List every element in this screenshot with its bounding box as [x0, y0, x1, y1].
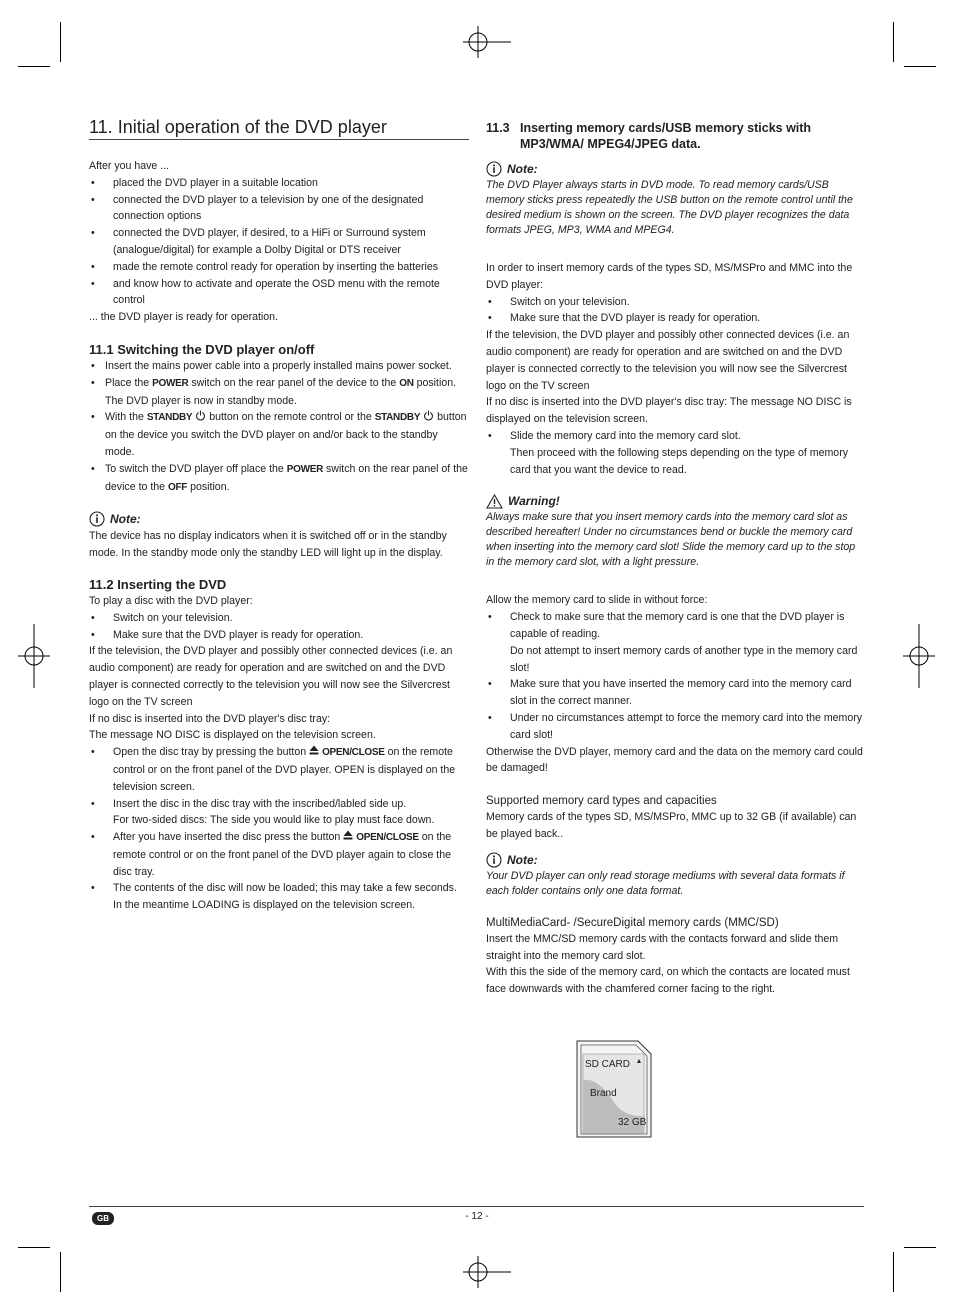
list-item: • Open the disc tray by pressing the button OPEN/CLOSE on the remote control or on the front panel of the DVD player. OPEN is displayed on the television screen. [89, 744, 469, 795]
subsection-title: MultiMediaCard- /SecureDigital memory cards (MMC/SD) [486, 916, 779, 929]
info-icon [486, 161, 502, 177]
dvd-prep-list [89, 610, 469, 644]
dvd-insert-list [89, 744, 469, 914]
power-icon [423, 410, 434, 421]
section-title: 11.3 Inserting memory cards/USB memory sticks with MP3/WMA/ MPEG4/JPEG data. [486, 121, 812, 151]
crop-mark [904, 66, 936, 67]
note-text: The DVD Player always starts in DVD mode. To read memory cards/USB memory sticks press repeatedly the USB button on the remote control until the desired medium is shown on the screen. The DVD player recognizes the data formats JPEG, MP3, WMA and MPEG4. [486, 179, 853, 236]
subsection-title: Supported memory card types and capacities [486, 795, 717, 808]
list-item-sub: In the meantime LOADING is displayed on the television screen. [113, 899, 416, 912]
list-item: • Make sure that the DVD player is ready for operation. [486, 310, 863, 327]
paragraph: With this the side of the memory card, on which the contacts are located must face downwards with the chamfered corner facing to the right. [486, 966, 850, 996]
note-heading: Note: [486, 160, 863, 178]
language-badge: GB [92, 1212, 114, 1225]
paragraph: If no disc is inserted into the DVD player's disc tray: The message NO DISC is displayed on the television screen. [486, 396, 852, 426]
list-item: • Make sure that you have inserted the memory card into the memory card slot in the correct manner. [486, 676, 863, 710]
sd-card-illustration [576, 1040, 652, 1138]
crop-mark [893, 1252, 894, 1292]
paragraph: Otherwise the DVD player, memory card and the data on the memory card could be damaged! [486, 745, 863, 775]
warning-icon [486, 494, 503, 509]
sd-card-capacity: 32 GB [618, 1117, 647, 1128]
power-icon [195, 410, 206, 421]
list-item: • Check to make sure that the memory card is one that the DVD player is capable of reading. Do not attempt to insert memory cards of another type in the memory card slot! [486, 609, 863, 676]
page-number: - 12 - [465, 1211, 489, 1222]
registration-mark-icon [463, 26, 511, 58]
force-list [486, 609, 863, 743]
note-heading: Note: [486, 851, 863, 869]
list-item: • After you have inserted the disc press the button OPEN/CLOSE on the remote control or on the front panel of the DVD player again to close the disc tray. [89, 829, 469, 880]
list-item: • connected the DVD player to a television by one of the designated connection options [89, 192, 469, 226]
warning-text: Always make sure that you insert memory cards into the memory card slot as described hereafter! Under no circumstances bend or buckle the memory card when inserting into the memory card slot! Slide the memory card up to the stop in the memory card slot, with a light pressure. [486, 511, 856, 569]
sd-card-label: SD CARD [585, 1059, 631, 1070]
paragraph: In order to insert memory cards of the types SD, MS/MSPro and MMC into the DVD player: [486, 262, 853, 291]
paragraph: The message NO DISC is displayed on the television screen. [89, 729, 376, 742]
list-item: • The contents of the disc will now be loaded; this may take a few seconds. In the meantime LOADING is displayed on the television screen. [89, 880, 469, 914]
list-item: • and know how to activate and operate the OSD menu with the remote control [89, 276, 469, 310]
crop-mark [18, 66, 50, 67]
crop-mark [904, 1247, 936, 1248]
right-column [486, 116, 863, 998]
list-item: • To switch the DVD player off place the POWER switch on the rear panel of the device to the OFF position. [89, 461, 469, 497]
list-item: • made the remote control ready for operation by inserting the batteries [89, 259, 469, 276]
switch-list [89, 358, 469, 496]
list-item: • placed the DVD player in a suitable location [89, 175, 469, 192]
list-item: • Switch on your television. [89, 610, 469, 627]
list-item-sub: Then proceed with the following steps depending on the type of memory card that you want the device to read. [510, 446, 849, 476]
paragraph: Memory cards of the types SD, MS/MSPro, MMC up to 32 GB (if available) can be played back.. [486, 811, 857, 840]
info-icon [486, 852, 502, 868]
eject-icon [343, 830, 353, 840]
section-title: 11.1 Switching the DVD player on/off [89, 341, 315, 357]
list-item-sub: Do not attempt to insert memory cards of another type in the memory card slot! [510, 644, 858, 674]
intro-list [89, 175, 469, 309]
card-prep-list [486, 294, 863, 328]
paragraph: If no disc is inserted into the DVD player's disc tray: [89, 712, 331, 725]
paragraph: To play a disc with the DVD player: [89, 594, 253, 607]
list-item: • With the STANDBY button on the remote control or the STANDBY button on the device you switch the DVD player on and/or back to the standby mode. [89, 409, 469, 460]
paragraph: Insert the MMC/SD memory cards with the contacts forward and slide them straight into the memory card slot. [486, 932, 839, 962]
registration-mark-icon [463, 1256, 511, 1288]
list-item: • Insert the mains power cable into a properly installed mains power socket. [89, 358, 469, 375]
registration-mark-icon [903, 624, 935, 688]
list-item: • Slide the memory card into the memory card slot. Then proceed with the following steps depending on the type of memory card that you want the device to read. [486, 428, 863, 478]
note-text: The device has no display indicators when it is switched off or in the standby mode. In the standby mode only the standby LED will light up in the display. [89, 530, 447, 560]
intro-text: After you have ... [89, 160, 170, 172]
eject-icon [309, 745, 319, 755]
paragraph: If the television, the DVD player and possibly other connected devices (i.e. an audio component) are ready for operation and are switched on and the DVD player is connected correctly to the television you will now see the Silvercrest logo on the TV screen [486, 329, 850, 392]
list-item: • Switch on your television. [486, 294, 863, 311]
paragraph: If the television, the DVD player and possibly other connected devices (i.e. an audio component) are ready for operation and are switched on and the DVD player is connected correctly to the television you will now see the Silvercrest logo on the TV screen [89, 645, 453, 708]
registration-mark-icon [18, 624, 50, 688]
list-item: • Make sure that the DVD player is ready for operation. [89, 627, 469, 644]
section-title: 11.2 Inserting the DVD [89, 576, 227, 592]
paragraph: Allow the memory card to slide in without force: [486, 594, 708, 607]
list-item: • Insert the disc in the disc tray with the inscribed/labled side up. For two-sided discs: The side you would like to play must face down. [89, 796, 469, 830]
crop-mark [18, 1247, 50, 1248]
sd-card-brand: Brand [590, 1088, 617, 1099]
list-item: • Place the POWER switch on the rear panel of the device to the ON position. The DVD player is now in standby mode. [89, 375, 469, 410]
crop-mark [60, 22, 61, 62]
info-icon [89, 511, 105, 527]
list-item: • Under no circumstances attempt to force the memory card into the memory card slot! [486, 710, 863, 744]
warning-heading: Warning! [486, 492, 863, 510]
crop-mark [893, 22, 894, 62]
list-item-sub: For two-sided discs: The side you would like to play must face down. [113, 814, 435, 827]
left-column [89, 116, 469, 914]
crop-mark [60, 1252, 61, 1292]
note-heading: Note: [89, 510, 469, 528]
card-insert-list [486, 428, 863, 478]
page-title: 11. Initial operation of the DVD player [89, 116, 469, 140]
intro-end: ... the DVD player is ready for operation. [89, 311, 279, 324]
list-item: • connected the DVD player, if desired, to a HiFi or Surround system (analogue/digital) for example a Dolby Digital or DTS receiver [89, 225, 469, 259]
footer-divider [89, 1206, 864, 1207]
note-text: Your DVD player can only read storage mediums with several data formats if each folder contains only one data format. [486, 869, 845, 897]
